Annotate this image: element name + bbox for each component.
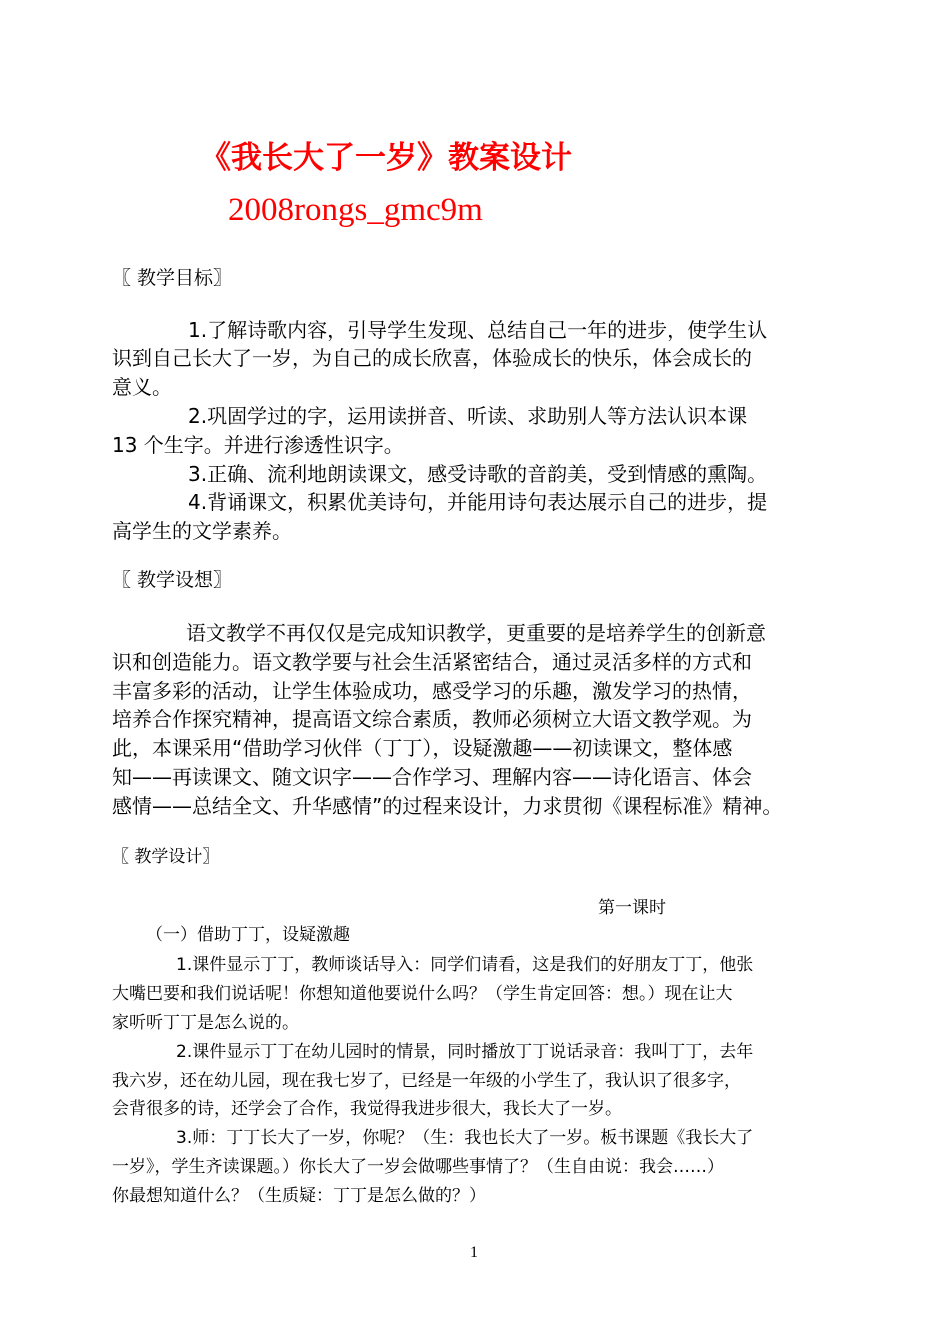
design-line: 会背很多的诗，还学会了合作，我觉得我进步很大，我长大了一岁。	[112, 1099, 622, 1119]
concept-line: 知——再读课文、随文识字——合作学习、理解内容——诗化语言、体会	[112, 765, 752, 789]
concept-line: 感情——总结全文、升华感情”的过程来设计，力求贯彻《课程标准》精神。	[112, 794, 783, 818]
objectives-line: 2.巩固学过的字，运用读拼音、听读、求助别人等方法认识本课	[188, 404, 748, 428]
design-line: 大嘴巴要和我们说话呢！你想知道他要说什么吗？（学生肯定回答：想。）现在让大	[112, 984, 733, 1004]
objectives-line: 3.正确、流利地朗读课文，感受诗歌的音韵美，受到情感的熏陶。	[188, 462, 768, 486]
page-number: 1	[470, 1244, 478, 1261]
objectives-line: 13 个生字。并进行渗透性识字。	[112, 433, 404, 457]
design-line: 家听听丁丁是怎么说的。	[112, 1013, 299, 1033]
concept-line: 语文教学不再仅仅是完成知识教学，更重要的是培养学生的创新意	[186, 621, 766, 645]
document-title: 《我长大了一岁》教案设计	[200, 140, 572, 176]
objectives-line: 4.背诵课文，积累优美诗句，并能用诗句表达展示自己的进步，提	[188, 490, 768, 514]
section-heading-concept: 〖 教学设想〗	[112, 569, 233, 591]
design-line: 我六岁，还在幼儿园，现在我七岁了，已经是一年级的小学生了，我认识了很多字，	[112, 1071, 741, 1091]
objectives-line: 意义。	[112, 375, 172, 399]
concept-line: 培养合作探究精神，提高语文综合素质，教师必须树立大语文教学观。为	[112, 707, 752, 731]
document-subtitle: 2008rongs_gmc9m	[228, 192, 483, 228]
design-line: 一岁》，学生齐读课题。）你长大了一岁会做哪些事情了？（生自由说：我会……）	[112, 1157, 724, 1177]
lesson-label: 第一课时	[598, 898, 666, 918]
concept-line: 识和创造能力。语文教学要与社会生活紧密结合，通过灵活多样的方式和	[112, 650, 752, 674]
section-heading-objectives: 〖 教学目标〗	[112, 267, 233, 289]
design-line: 你最想知道什么？（生质疑：丁丁是怎么做的？）	[112, 1186, 486, 1206]
objectives-line: 高学生的文学素养。	[112, 519, 292, 543]
design-line: 2.课件显示丁丁在幼儿园时的情景，同时播放丁丁说话录音：我叫丁丁，去年	[176, 1042, 754, 1062]
concept-line: 此，本课采用“借助学习伙伴（丁丁），设疑激趣——初读课文，整体感	[112, 736, 733, 760]
concept-line: 丰富多彩的活动，让学生体验成功，感受学习的乐趣，激发学习的热情，	[112, 679, 752, 703]
section-heading-design: 〖 教学设计〗	[112, 847, 220, 867]
design-line: 1.课件显示丁丁，教师谈话导入：同学们请看，这是我们的好朋友丁丁，他张	[176, 955, 754, 975]
design-line: 3.师：丁丁长大了一岁，你呢？（生：我也长大了一岁。板书课题《我长大了	[176, 1128, 754, 1148]
step-heading: （一）借助丁丁，设疑激趣	[146, 925, 350, 945]
objectives-line: 识到自己长大了一岁，为自己的成长欣喜，体验成长的快乐，体会成长的	[112, 346, 752, 370]
objectives-line: 1.了解诗歌内容，引导学生发现、总结自己一年的进步，使学生认	[188, 318, 768, 342]
